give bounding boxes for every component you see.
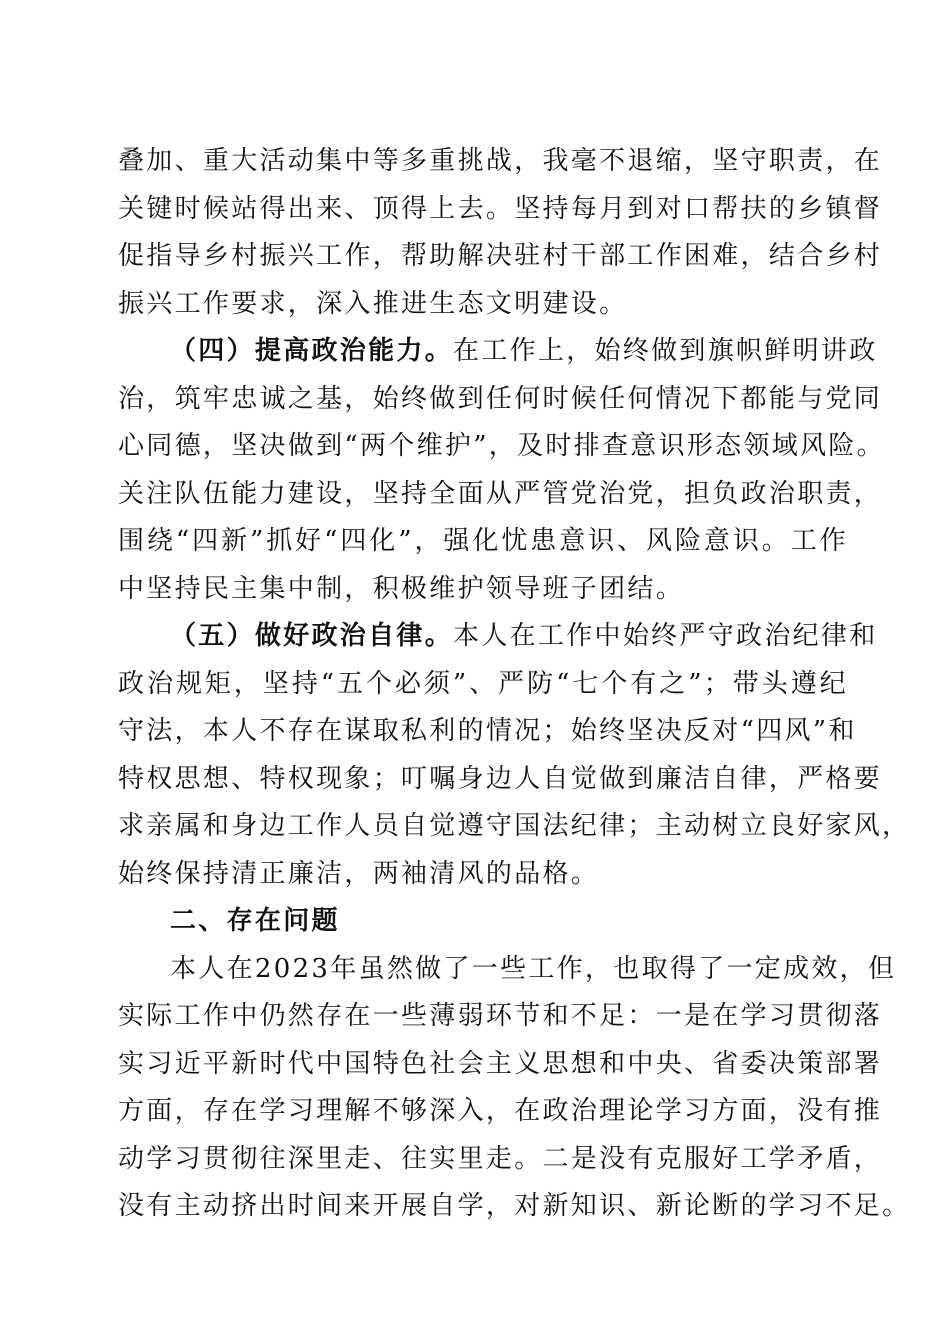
text-line: 关注队伍能力建设，坚持全面从严管党治党，担负政治职责，	[118, 478, 883, 509]
text-line: 围绕“四新”抓好“四化”，强化忧患意识、风险意识。工作	[118, 526, 848, 556]
document-body	[118, 138, 911, 1231]
paragraph-continuation	[118, 138, 883, 328]
text-line: 求亲属和身边工作人员自觉遵守国法纪律；主动树立良好家风，	[118, 811, 911, 841]
paragraph-section-5	[118, 613, 911, 898]
text-line	[118, 613, 878, 661]
section-4-title: （四）提高政治能力。	[170, 336, 454, 366]
paragraph-section-4	[118, 328, 885, 613]
text-line: 振兴工作要求，深入推进生态文明建设。	[118, 288, 628, 319]
text-line	[118, 328, 878, 376]
text-line: 实际工作中仍然存在一些薄弱环节和不足：一是在学习贯彻落	[118, 1001, 883, 1031]
text-line: 促指导乡村振兴工作，帮助解决驻村干部工作困难，结合乡村	[118, 241, 883, 271]
text-line: 心同德，坚决做到“两个维护”，及时排查意识形态领域风险。	[118, 431, 885, 461]
section-5-first-line: 本人在工作中始终严守政治纪律和	[453, 621, 878, 651]
section-heading: 二、存在问题	[170, 906, 340, 936]
text-line: 治，筑牢忠诚之基，始终做到任何时候任何情况下都能与党同	[118, 383, 883, 414]
text-line: 政治规矩，坚持“五个必须”、严防“七个有之”；带头遵纪	[118, 668, 848, 699]
text-line: 实习近平新时代中国特色社会主义思想和中央、省委决策部署	[118, 1048, 883, 1079]
section-4-first-line: 在工作上，始终做到旗帜鲜明讲政	[453, 336, 878, 366]
text-line: 守法，本人不存在谋取私利的情况；始终坚决反对“四风”和	[118, 716, 857, 746]
text-line: 始终保持清正廉洁，两袖清风的品格。	[118, 858, 600, 889]
text-line: 关键时候站得出来、顶得上去。坚持每月到对口帮扶的乡镇督	[118, 193, 883, 224]
paragraph-problems	[118, 946, 911, 1231]
text-line: 叠加、重大活动集中等多重挑战，我毫不退缩，坚守职责，在	[118, 146, 883, 176]
text-line: 没有主动挤出时间来开展自学，对新知识、新论断的学习不足。	[118, 1191, 911, 1221]
section-5-title: （五）做好政治自律。	[170, 621, 454, 651]
heading-problems	[118, 898, 848, 946]
text-line: 动学习贯彻往深里走、往实里走。二是没有克服好工学矛盾，	[118, 1143, 883, 1174]
text-line: 方面，存在学习理解不够深入，在政治理论学习方面，没有推	[118, 1096, 883, 1126]
text-line: 本人在2023年虽然做了一些工作，也取得了一定成效，但	[170, 953, 897, 984]
text-line: 中坚持民主集中制，积极维护领导班子团结。	[118, 573, 685, 604]
text-line: 特权思想、特权现象；叮嘱身边人自觉做到廉洁自律，严格要	[118, 763, 883, 794]
